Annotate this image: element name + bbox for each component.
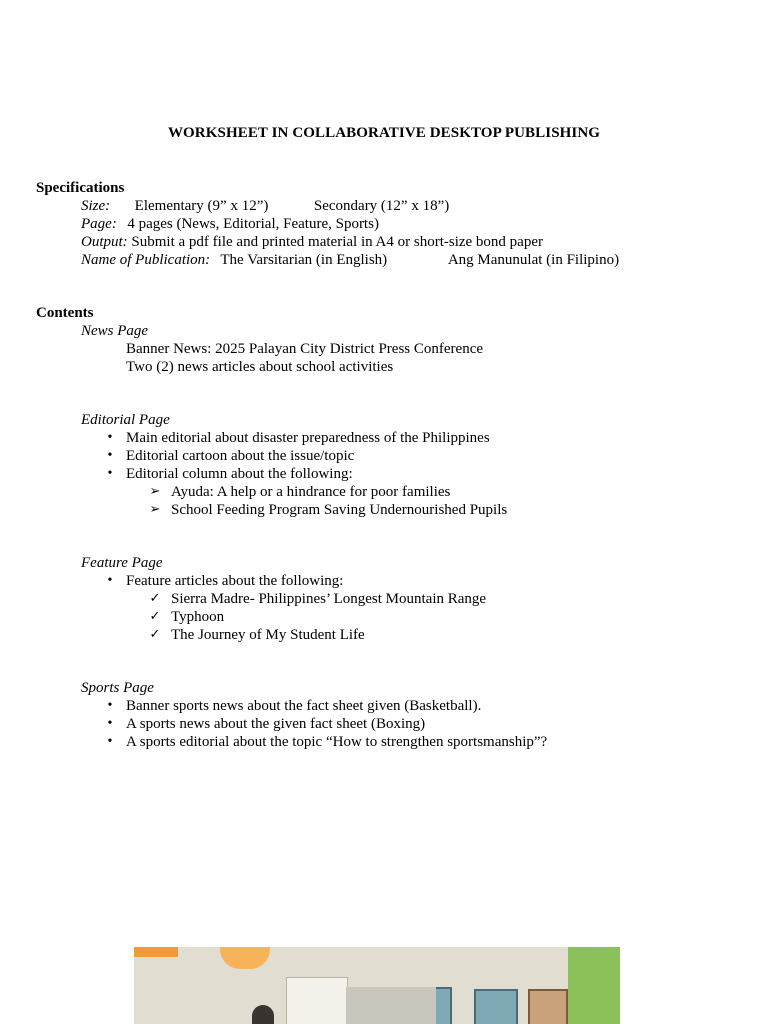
output-value: Submit a pdf file and printed material in A4 or short-size bond paper [131, 234, 543, 250]
editorial-subitem-text: Ayuda: A help or a hindrance for poor families [171, 484, 451, 500]
feature-subitem-text: Typhoon [171, 609, 225, 625]
output-line [36, 233, 736, 251]
editorial-item [36, 429, 736, 447]
bullet-icon: • [107, 716, 113, 731]
publication-name-english: The Varsitarian (in English) [220, 252, 388, 268]
publication-name-filipino: Ang Manunulat (in Filipino) [447, 252, 620, 268]
editorial-item [36, 447, 736, 465]
specifications-heading: Specifications [36, 180, 125, 196]
arrow-bullet-icon: ➢ [149, 502, 161, 517]
check-bullet-icon: ✓ [149, 591, 161, 606]
feature-item [36, 572, 736, 590]
sports-item [36, 733, 736, 751]
sports-item [36, 697, 736, 715]
editorial-subitem [36, 483, 736, 501]
bullet-icon: • [107, 573, 113, 588]
specifications-section [36, 179, 736, 269]
photo-green-wall [568, 947, 620, 1024]
classroom-photo [134, 947, 620, 1024]
news-item: Two (2) news articles about school activities [126, 359, 394, 375]
bullet-icon: • [107, 448, 113, 463]
photo-person [252, 1005, 274, 1024]
publication-name-label: Name of Publication: [81, 252, 211, 268]
editorial-page-heading: Editorial Page [81, 412, 170, 428]
size-line [36, 197, 736, 215]
editorial-item-text: Editorial column about the following: [126, 466, 353, 482]
bullet-icon: • [107, 734, 113, 749]
size-elementary: Elementary (9” x 12”) [134, 198, 269, 214]
photo-door [286, 977, 348, 1024]
output-label: Output: [81, 234, 128, 250]
contents-section [36, 304, 736, 376]
editorial-item [36, 465, 736, 483]
editorial-subitem-text: School Feeding Program Saving Undernourished Pupils [171, 502, 508, 518]
feature-subitem-text: Sierra Madre- Philippines’ Longest Mountain Range [171, 591, 487, 607]
check-bullet-icon: ✓ [149, 627, 161, 642]
editorial-item-text: Editorial cartoon about the issue/topic [126, 448, 355, 464]
feature-subitem [36, 590, 736, 608]
sports-section [36, 679, 736, 751]
feature-subitem-text: The Journey of My Student Life [171, 627, 365, 643]
news-page-heading: News Page [81, 323, 149, 339]
feature-subitem [36, 626, 736, 644]
page-label: Page: [81, 216, 117, 232]
bullet-icon: • [107, 466, 113, 481]
check-bullet-icon: ✓ [149, 609, 161, 624]
photo-poster [528, 989, 568, 1024]
size-label: Size: [81, 198, 111, 214]
photo-decoration [134, 947, 178, 957]
feature-item-text: Feature articles about the following: [126, 573, 344, 589]
feature-page-heading: Feature Page [81, 555, 163, 571]
sports-page-heading: Sports Page [81, 680, 154, 696]
bullet-icon: • [107, 430, 113, 445]
contents-heading: Contents [36, 305, 94, 321]
photo-panel [346, 987, 436, 1024]
sports-item-text: A sports editorial about the topic “How to strengthen sportsmanship”? [126, 734, 548, 750]
feature-section [36, 554, 736, 644]
bullet-icon: • [107, 698, 113, 713]
publication-name-line [36, 251, 736, 269]
editorial-section [36, 411, 736, 519]
editorial-subitem [36, 501, 736, 519]
size-secondary: Secondary (12” x 18”) [313, 198, 450, 214]
news-item: Banner News: 2025 Palayan City District Press Conference [126, 341, 484, 357]
photo-poster [474, 989, 518, 1024]
feature-subitem [36, 608, 736, 626]
worksheet-title: WORKSHEET IN COLLABORATIVE DESKTOP PUBLISHING [167, 125, 601, 141]
editorial-item-text: Main editorial about disaster preparedness of the Philippines [126, 430, 490, 446]
arrow-bullet-icon: ➢ [149, 484, 161, 499]
sports-item-text: Banner sports news about the fact sheet given (Basketball). [126, 698, 482, 714]
sports-item [36, 715, 736, 733]
sports-item-text: A sports news about the given fact sheet (Boxing) [126, 716, 426, 732]
page-line [36, 215, 736, 233]
page-value: 4 pages (News, Editorial, Feature, Sports) [127, 216, 379, 232]
